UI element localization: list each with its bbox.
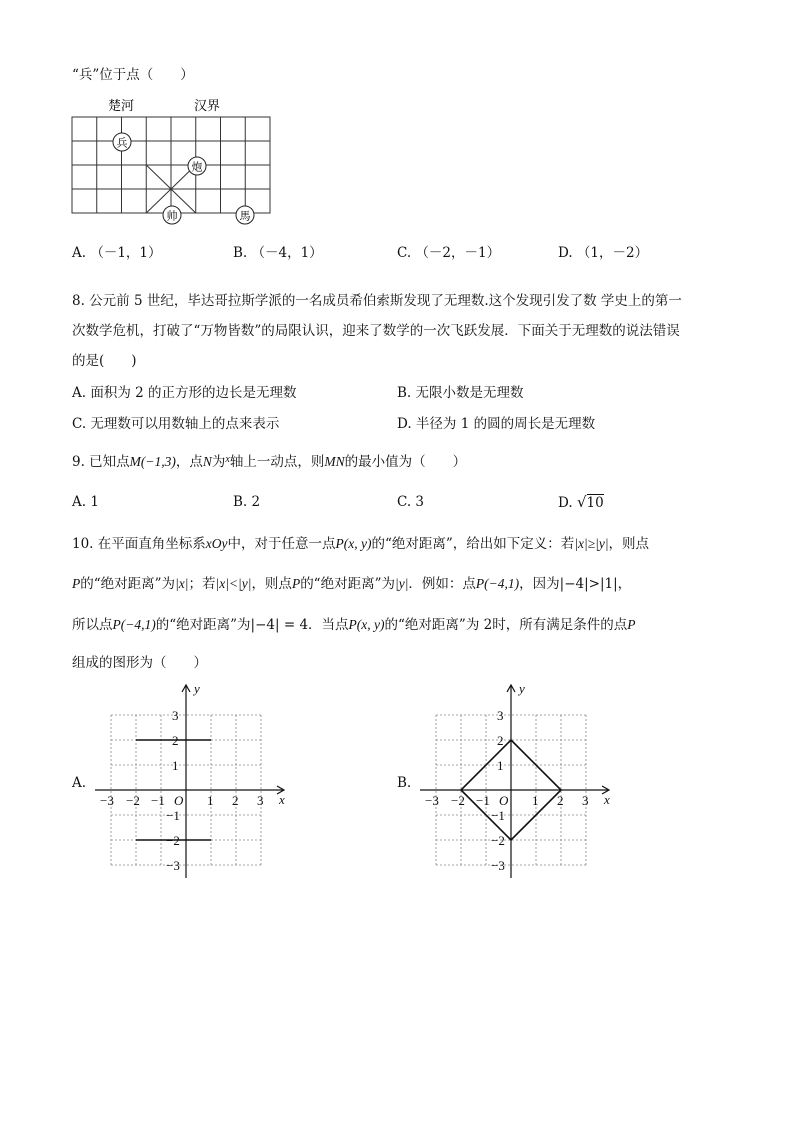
q9-option-d[interactable] — [558, 493, 604, 512]
graph-a-axes — [95, 685, 284, 878]
q10-l2-g: ， — [617, 576, 632, 592]
q10-l3-a: 所以点 — [72, 617, 113, 633]
graph-b-x-tick-neg2: −2 — [451, 793, 465, 808]
q10-l1-a: 10. 在平面直角坐标系 — [72, 536, 206, 552]
q7-option-c[interactable]: C. （－2，－1） — [397, 245, 501, 261]
q9-mid3: 轴上一动点，则 — [229, 454, 325, 470]
q10-line-1 — [72, 535, 649, 553]
q10-l3-p: P(x, y) — [348, 617, 385, 632]
q9-mid1: ，点 — [175, 454, 203, 470]
piece-bing — [113, 133, 131, 151]
q10-l3-eq: |−4| = 4 — [250, 617, 309, 633]
graph-a-y-tick-neg3: −3 — [166, 858, 180, 873]
graph-a-label[interactable]: A. — [72, 775, 87, 791]
q10-l1-cond: |x|≥|y| — [574, 536, 609, 551]
graph-a-y-tick-2: 2 — [172, 733, 179, 748]
q10-l2-absy: |y| — [395, 576, 409, 591]
q10-line-3 — [72, 616, 635, 634]
q10-l1-b: 中，对于任意一点 — [227, 536, 336, 552]
graph-b-y-tick-neg1: −1 — [491, 808, 505, 823]
graph-b-y-tick-3: 3 — [497, 708, 504, 723]
chess-board-figure — [62, 96, 277, 231]
q8-line-1: 8. 公元前 5 世纪，毕达哥拉斯学派的一名成员希伯索斯发现了无理数.这个发现引发了数 学史上的第一 — [72, 293, 682, 309]
q8-option-b[interactable]: B. 无限小数是无理数 — [397, 385, 524, 401]
q10-l3-p2: P — [627, 617, 636, 632]
q9-point-m: M(−1,3) — [129, 454, 176, 469]
q9-suffix: 的最小值为（ ） — [344, 454, 467, 470]
graph-a-x-tick-neg1: −1 — [151, 793, 165, 808]
graph-a-y-axis-label: y — [194, 681, 200, 696]
q10-l2-c: ，则点 — [251, 576, 292, 592]
graph-a-x-tick-1: 1 — [207, 793, 214, 808]
q7-option-d[interactable]: D. （1，－2） — [558, 245, 649, 261]
graph-a-y-tick-3: 3 — [172, 708, 179, 723]
q10-line-2 — [72, 575, 631, 593]
piece-ma-label: 馬 — [239, 209, 251, 223]
q9-mid2: 为 — [211, 454, 226, 470]
graph-a-y-tick-neg1: −1 — [166, 808, 180, 823]
graph-b-x-tick-neg1: −1 — [476, 793, 490, 808]
q10-l2-absx: |x| — [175, 576, 189, 591]
graph-b — [415, 678, 620, 878]
piece-bing-label: 兵 — [116, 136, 128, 150]
river-right-label: 汉界 — [194, 99, 221, 114]
q10-l1-c: 的“绝对距离”，给出如下定义：若 — [371, 536, 575, 552]
q10-l3-pt: P(−4,1) — [112, 617, 156, 632]
q10-l2-a: 的“绝对距离”为 — [80, 576, 176, 592]
graph-a-x-tick-2: 2 — [232, 793, 239, 808]
graph-b-y-axis-label: y — [519, 681, 525, 696]
graph-b-y-tick-neg3: −3 — [491, 858, 505, 873]
q8-option-c[interactable]: C. 无理数可以用数轴上的点来表示 — [72, 416, 280, 432]
q10-l3-b: 的“绝对距离”为 — [155, 617, 251, 633]
q9-stem — [72, 451, 466, 471]
graph-b-x-tick-3: 3 — [582, 793, 589, 808]
graph-b-axes — [420, 685, 609, 878]
q8-line-3: 的是( ) — [72, 353, 137, 369]
q10-l2-p2: P — [291, 576, 301, 591]
q9-mn: MN — [324, 454, 345, 469]
q10-l1-p: P(x, y) — [335, 536, 372, 551]
q10-l3-c: ．当点 — [308, 617, 349, 633]
q9-option-d-label: D. — [558, 495, 573, 511]
graph-a-origin-label: O — [174, 793, 184, 808]
piece-pao — [188, 157, 206, 175]
graph-a-x-tick-neg2: −2 — [126, 793, 140, 808]
q10-l2-pt: P(−4,1) — [475, 576, 520, 591]
q9-option-b[interactable]: B. 2 — [233, 494, 261, 510]
q7-stem: “兵”位于点（ ） — [72, 67, 194, 83]
piece-shuai-label: 帅 — [166, 209, 178, 223]
q8-option-a[interactable]: A. 面积为 2 的正方形的边长是无理数 — [72, 385, 297, 401]
graph-b-y-tick-1: 1 — [497, 758, 504, 773]
q10-l2-p: P — [72, 576, 81, 591]
piece-ma — [236, 206, 254, 224]
q10-l1-d: ，则点 — [608, 536, 650, 552]
q10-l2-b: ；若 — [188, 576, 216, 592]
q9-option-d-radicand: 10 — [586, 495, 604, 511]
q10-l2-cond: |x|<|y| — [215, 576, 252, 591]
q10-l3-d: 的“绝对距离”为 2时，所有满足条件的点 — [384, 617, 628, 633]
q9-prefix: 9. 已知点 — [72, 454, 130, 470]
piece-pao-label: 炮 — [191, 160, 203, 174]
q10-l2-f: ，因为 — [519, 576, 560, 592]
q8-option-d[interactable]: D. 半径为 1 的圆的周长是无理数 — [397, 416, 596, 432]
graph-a-x-tick-neg3: −3 — [100, 793, 114, 808]
graph-b-label[interactable]: B. — [397, 775, 412, 791]
q9-n: N — [202, 454, 212, 469]
graph-b-x-tick-2: 2 — [557, 793, 564, 808]
q9-option-c[interactable]: C. 3 — [397, 494, 425, 510]
q10-l1-xoy: xOy — [205, 536, 228, 551]
q10-l2-ineq: |−4|>|1| — [559, 576, 618, 592]
graph-a-x-tick-3: 3 — [257, 793, 264, 808]
graph-a — [90, 678, 295, 878]
graph-b-x-tick-1: 1 — [532, 793, 539, 808]
q10-line-4: 组成的图形为（ ） — [72, 655, 207, 671]
sqrt-icon: √ — [576, 493, 587, 511]
q9-x: x — [225, 454, 230, 465]
q10-l2-d: 的“绝对距离”为 — [300, 576, 395, 592]
board-grid — [72, 117, 270, 213]
piece-shuai — [163, 206, 181, 224]
q7-option-b[interactable]: B. （－4，1） — [233, 245, 323, 261]
graph-b-origin-label: O — [499, 793, 509, 808]
q9-option-a[interactable]: A. 1 — [72, 494, 99, 510]
river-left-label: 楚河 — [108, 99, 135, 114]
q10-l2-e: ．例如：点 — [408, 576, 476, 592]
graph-b-y-tick-neg2: −2 — [491, 833, 505, 848]
graph-a-x-axis-label: x — [279, 792, 285, 807]
graph-b-x-tick-neg3: −3 — [425, 793, 439, 808]
q8-line-2: 次数学危机，打破了“万物皆数”的局限认识，迎来了数学的一次飞跃发展．下面关于无理数的说法错误 — [72, 323, 680, 339]
graph-a-y-tick-1: 1 — [172, 758, 179, 773]
graph-a-y-tick-neg2: −2 — [166, 833, 180, 848]
graph-b-y-tick-2: 2 — [497, 733, 504, 748]
q7-option-a[interactable]: A. （－1，1） — [72, 245, 162, 261]
graph-b-x-axis-label: x — [604, 792, 610, 807]
